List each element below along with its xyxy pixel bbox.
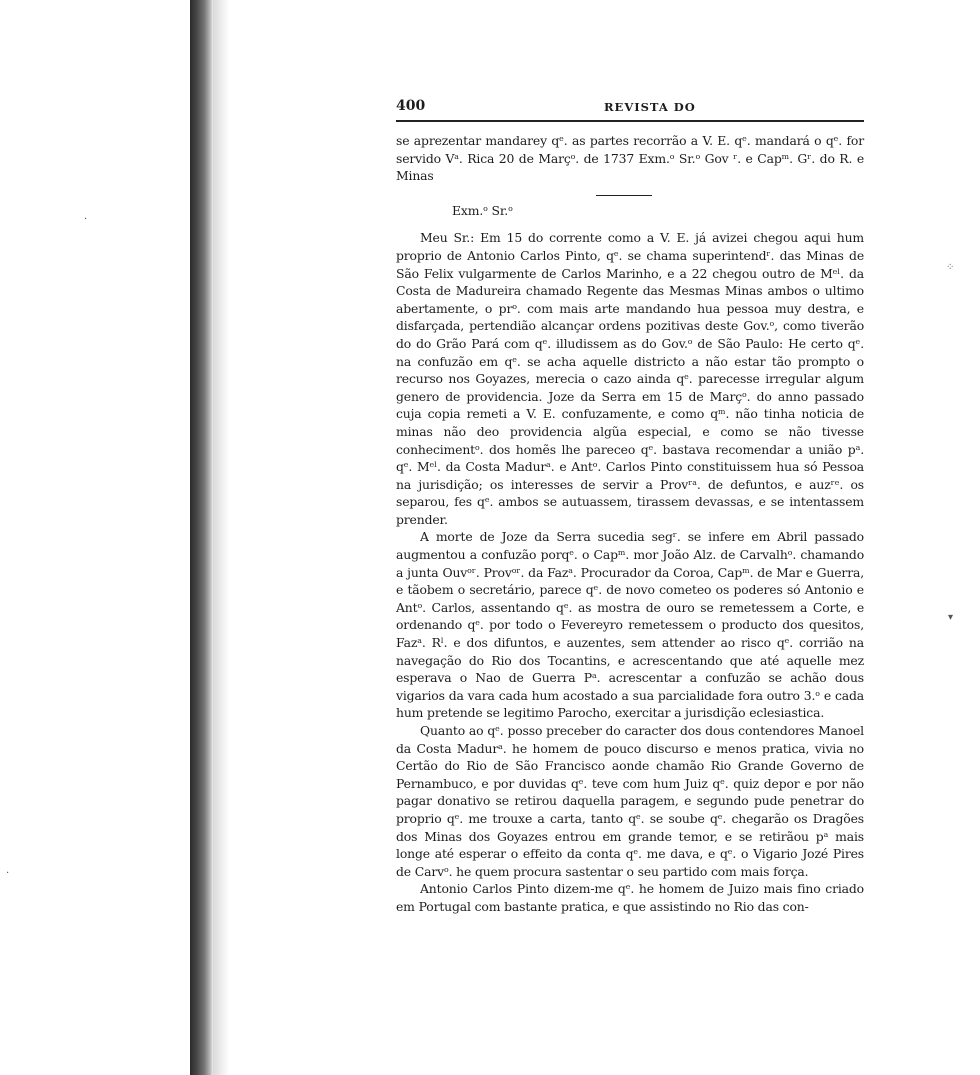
header-rule [396, 120, 864, 122]
article-body [396, 132, 864, 916]
salutation: Exm.ᵒ Sr.ᵒ [452, 202, 513, 218]
scan-speck: · [6, 868, 10, 879]
paragraph: Meu Sr.: Em 15 do corrente como a V. E. já avizei chegou aqui hum proprio de Antonio Carlos Pinto, qᵉ. se chama superintendʳ. das Minas de São Felix vulgarmente de Carlos Marinho, e a 22 chegou outro de Mᵉˡ. da Costa de Madureira chamado Regente das Mesmas Minas ambos o ultimo abertamente, o prᵒ. com mais arte mandando hua pessoa muy destra, e disfarçada, pertendião alcançar ordens pozitivas deste Gov.ᵒ, como tiverão do do Grão Pará com qᵉ. illudissem as do Gov.ᵒ de São Paulo: He certo qᵉ. na confuzão em qᵉ. se acha aquelle districto a não estar tão prompto o recurso nos Goyazes, merecia o cazo ainda qᵉ. parecesse irregular algum genero de providencia. Joze da Serra em 15 de Marçᵒ. do anno passado cuja copia remeti a V. E. confuzamente, e como qᵐ. não tinha noticia de minas não deo providencia algũa especial, e como se não tivesse conhecimentᵒ. dos homẽs lhe pareceo qᵉ. bastava recomendar a união pᵃ. qᵉ. Mᵉˡ. da Costa Madurᵃ. e Antᵒ. Carlos Pinto constituissem hua só Pessoa na jurisdição; os interesses de servir a Provʳᵃ. de defuntos, e auzʳᵉ. os separou, fes qᵉ. ambos se autuassem, tirassem devassas, e se intentassem prender. [396, 230, 864, 527]
scan-speck: ⁘ [946, 262, 955, 273]
page [396, 96, 864, 916]
paragraph: Quanto ao qᵉ. posso preceber do caracter dos dous contendores Manoel da Costa Madurᵃ. he homem de pouco discurso e menos pratica, vivia no Certão do Rio de São Francisco aonde chamão Rio Grande Governo de Pernambuco, e por duvidas qᵉ. teve com hum Juiz qᵉ. quiz depor e por não pagar donativo se retirou daquella paragem, e segundo pude penetrar do proprio qᵉ. me trouxe a carta, tanto qᵉ. se soube qᵉ. chegarão os Dragões dos Minas dos Goyazes entrou em grande temor, e se retirãou pᵃ mais longe até esperar o effeito da conta qᵉ. me dava, e qᵉ. o Vigario Jozé Pires de Carvᵒ. he quem procura sastentar o seu partido com mais força. [396, 723, 864, 879]
running-head [396, 96, 864, 116]
book-binding-shadow [190, 0, 214, 1075]
paragraph-closing-letter: se aprezentar mandarey qᵉ. as partes recorrão a V. E. qᵉ. mandará o qᵉ. for servido Vᵃ. Rica 20 de Marçᵒ. de 1737 Exm.ᵒ Sr.ᵒ Gov ʳ. e Capᵐ. Gʳ. do R. e Minas [396, 133, 864, 184]
journal-title: REVISTA DO [604, 100, 696, 114]
binding-fade [213, 0, 229, 1075]
paragraph: Antonio Carlos Pinto dizem-me qᵉ. he homem de Juizo mais fino criado em Portugal com bastante pratica, e que assistindo no Rio das con- [396, 881, 864, 914]
scan-speck: · [84, 214, 88, 225]
paragraph: A morte de Joze da Serra sucedia segʳ. se infere em Abril passado augmentou a confuzão porqᵉ. o Capᵐ. mor João Alz. de Carvalhᵒ. chamando a junta Ouvᵒʳ. Provᵒʳ. da Fazᵃ. Procurador da Coroa, Capᵐ. de Mar e Guerra, e tãobem o secretário, parece qᵉ. de novo cometeo os poderes só Antonio e Antᵒ. Carlos, assentando qᵉ. as mostra de ouro se remetessem a Corte, e ordenando qᵉ. por todo o Fevereyro remetessem o producto dos quesitos, Fazᵃ. Rˡ. e dos difuntos, e auzentes, sem attender ao risco qᵉ. corrião na navegação do Rio dos Tocantins, e acrescentando que até aquelle mez esperava o Nao de Guerra Pᵃ. acrescentar a confuzão se achão dous vigarios da vara cada hum acostado a sua parcialidade fora outro 3.ᵒ e cada hum pretende se legitimo Parocho, exercitar a jurisdição eclesiastica. [396, 529, 864, 721]
separator-rule [596, 195, 652, 196]
page-number: 400 [396, 98, 426, 114]
scan-speck: ▾ [948, 612, 954, 623]
